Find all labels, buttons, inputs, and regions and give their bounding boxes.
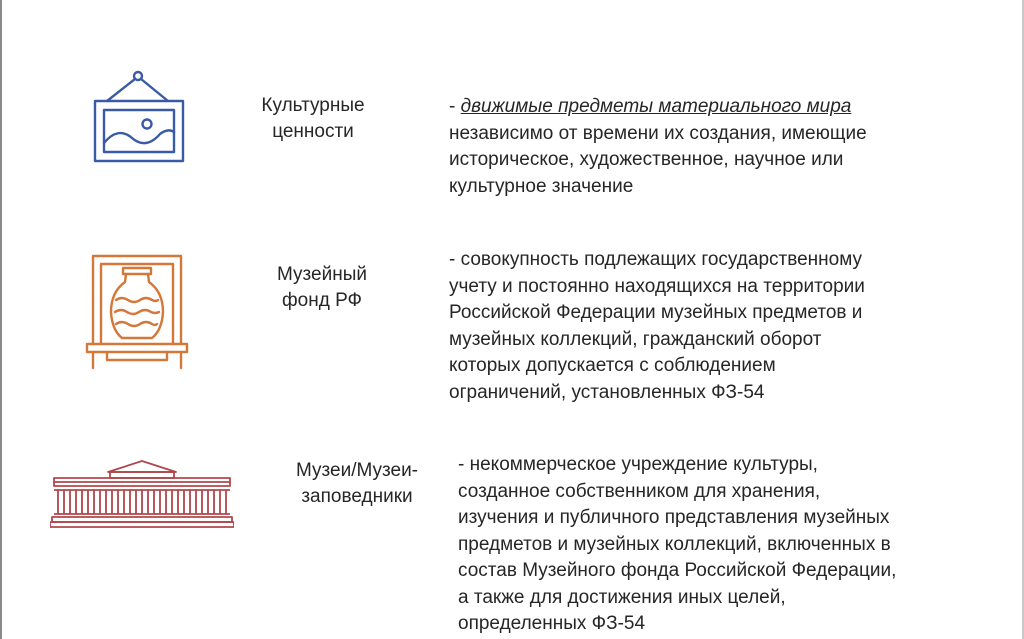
definition-museums: - некоммерческое учреждение культуры, созданное собственником для хранения, изучения и публичного представления музейных предметов и музейных коллекций, включенных в состав Музейного фонда Российской Федерации, а также для достижения иных целей, определенных ФЗ-54: [458, 454, 897, 634]
term-cultural-values: Культурные ценности: [261, 95, 365, 142]
term-museums: Музеи/Музеи- заповедники: [295, 460, 419, 507]
framed-picture-icon: [88, 68, 190, 166]
slide-left-edge: [0, 0, 2, 639]
vase-exhibit-icon: [84, 252, 190, 372]
definition-cultural-values: - движимые предметы материального мира независимо от времени их создания, имеющие историческое, художественное, научное или культурное значение: [449, 96, 867, 197]
term-museum-fund: Музейный фонд РФ: [277, 264, 367, 311]
definition-museum-fund: - совокупность подлежащих государственному учету и постоянно находящихся на территории Российской Федерации музейных предметов и музейных коллекций, гражданский оборот которых допускается с соблюдением ограничений, установленных ФЗ-54: [449, 249, 865, 403]
definition-lead-underlined: движимые предметы материального мира: [460, 96, 852, 117]
museum-building-icon: [50, 458, 234, 530]
